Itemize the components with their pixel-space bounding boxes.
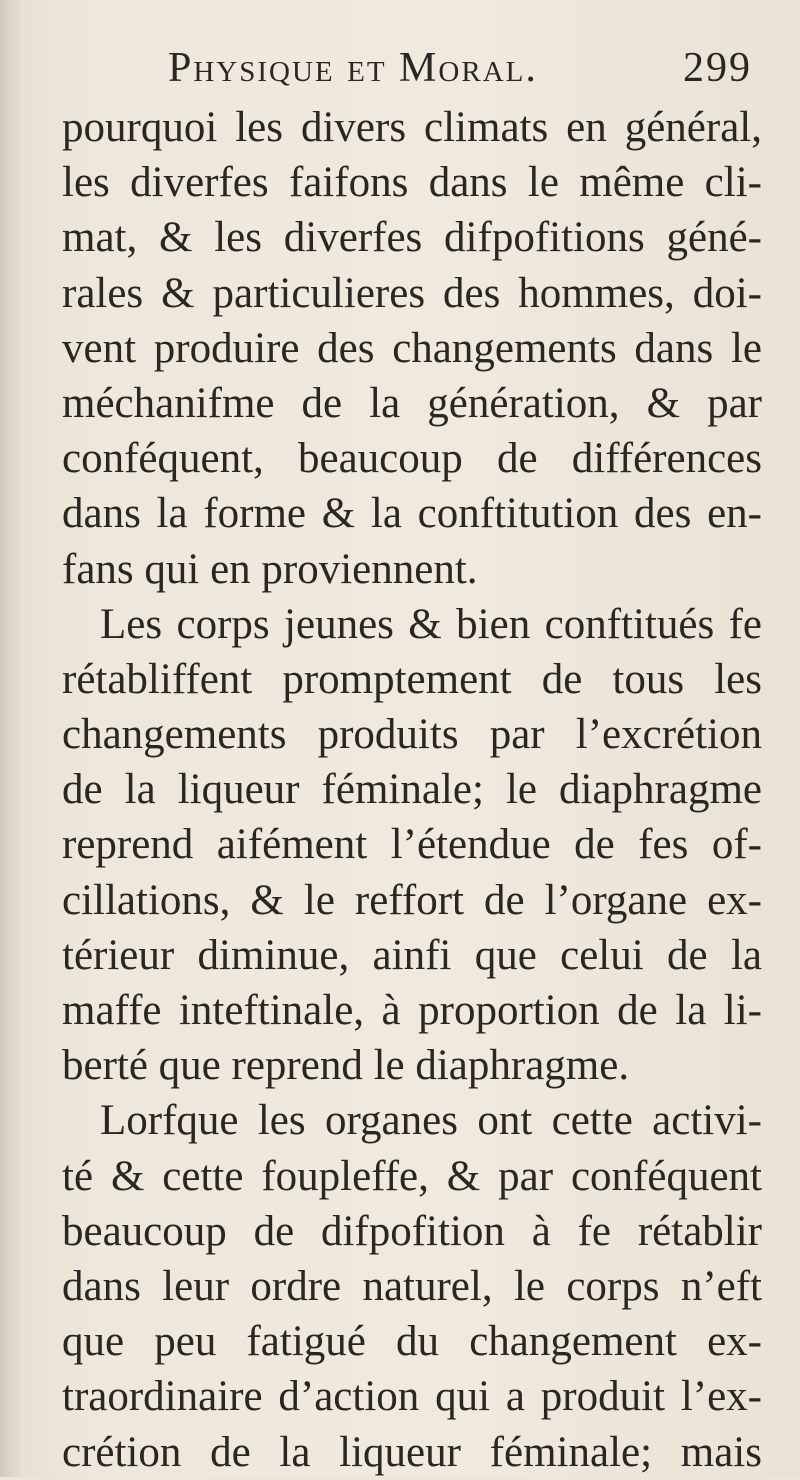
text-line: reprend aifément l’étendue de fes of- [62,821,762,869]
text-line: dans la forme & la conftitution des en- [62,490,762,538]
text-line: té & cette foupleffe, & par conféquent [62,1152,762,1200]
body-text [62,100,762,1480]
text-line: fans qui en proviennent. [62,545,478,593]
text-line: conféquent, beaucoup de différences [62,435,762,483]
paragraph-start-line: Lorfque les organes ont cette activi- [100,1097,762,1145]
text-line: beaucoup de difpofition à fe rétablir [62,1207,762,1255]
running-title: Physique et Moral. [168,45,538,91]
running-header [168,42,768,94]
text-line: crétion de la liqueur féminale; mais [62,1428,762,1476]
text-line: maffe inteftinale, à proportion de la li- [62,987,762,1034]
text-line: de la liqueur féminale; le diaphragme [62,766,762,814]
text-line: dans leur ordre naturel, le corps n’eft [62,1262,762,1310]
text-line: traordinaire d’action qui a produit l’ex- [62,1373,762,1421]
text-line: rétabliffent promptement de tous les [62,655,762,703]
text-line: vent produire des changements dans le [62,324,762,372]
text-line: mat, & les diverfes difpofitions géné- [62,214,762,262]
text-line: méchanifme de la génération, & par [62,379,762,427]
text-line: térieur diminue, ainfi que celui de la [62,931,762,979]
text-line: pourquoi les divers climats en général, [62,104,762,151]
text-line: que peu fatigué du changement ex- [62,1318,762,1366]
text-line: berté que reprend le diaphragme. [62,1042,630,1090]
text-line: les diverfes faifons dans le même cli- [62,159,762,207]
text-line: changements produits par l’excrétion [62,711,762,759]
gutter-shadow [0,0,22,1477]
text-line: cillations, & le reffort de l’organe ex- [62,876,762,924]
page-number: 299 [683,45,752,91]
text-line: rales & particulieres des hommes, doi- [62,269,762,317]
paragraph-start-line: Les corps jeunes & bien conftitués fe [100,600,762,648]
